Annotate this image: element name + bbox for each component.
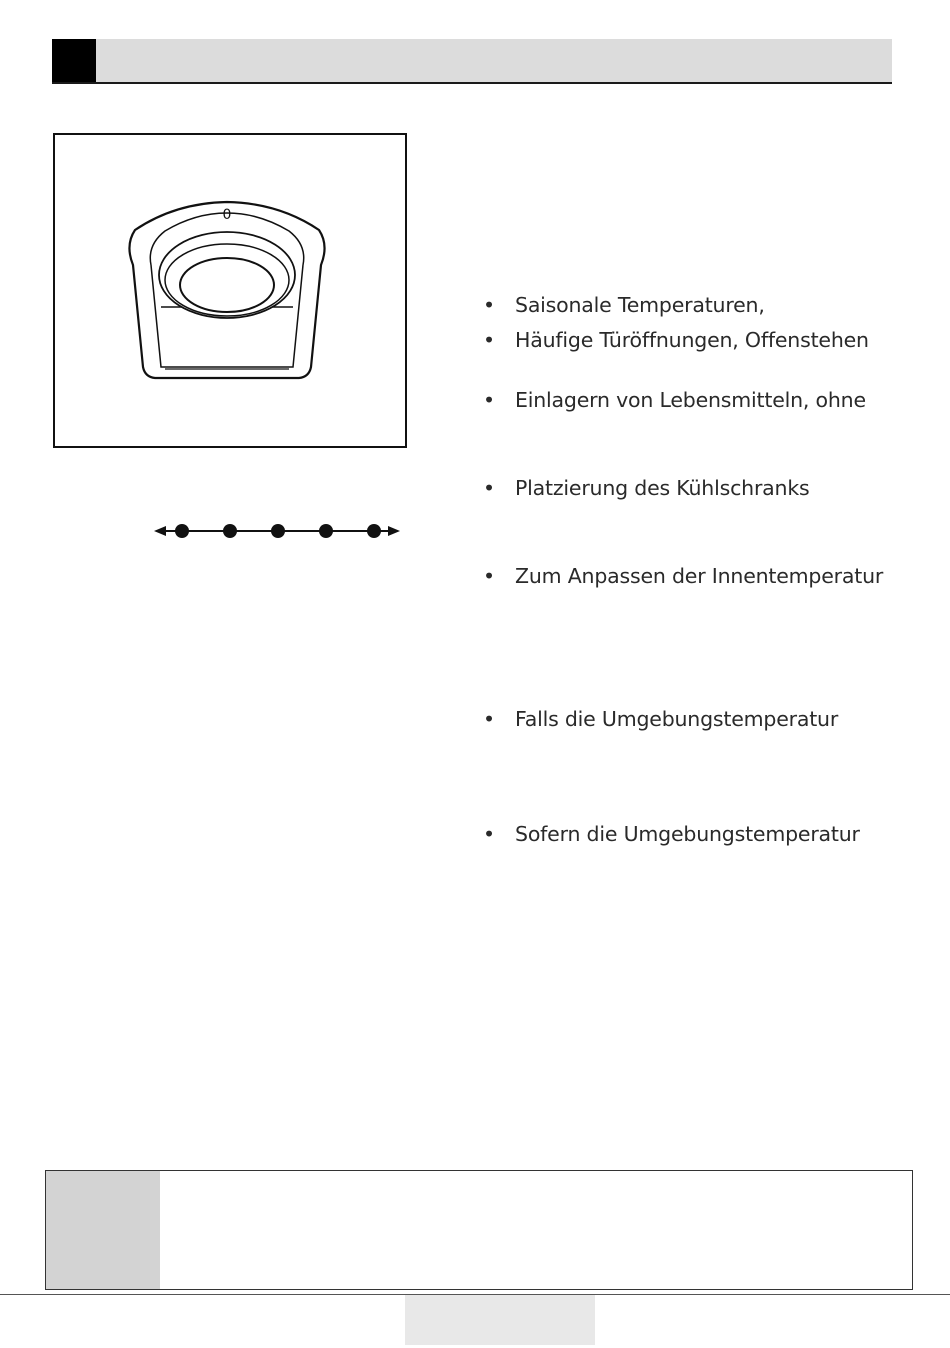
bullet-symbol: • — [483, 476, 495, 500]
list-item-text: Falls die Umgebungstemperatur — [515, 707, 839, 731]
list-item-text: Häufige Türöffnungen, Offenstehen — [515, 328, 869, 352]
bullet-symbol: • — [483, 328, 495, 352]
list-item-text: Einlagern von Lebensmitteln, ohne — [515, 388, 866, 412]
scale-level-2 — [223, 524, 237, 538]
section-number-block — [52, 39, 96, 82]
setting-scale-icon — [150, 518, 406, 546]
thermostat-figure — [53, 133, 407, 448]
scale-level-4 — [319, 524, 333, 538]
scale-level-3 — [271, 524, 285, 538]
list-item-text: Zum Anpassen der Innentemperatur — [515, 564, 884, 588]
scale-arrow-left — [154, 526, 166, 536]
note-box — [45, 1170, 913, 1290]
page-number-tab — [405, 1295, 595, 1345]
scale-level-5 — [367, 524, 381, 538]
scale-level-1 — [175, 524, 189, 538]
bullet-symbol: • — [483, 822, 495, 846]
list-item-text: Sofern die Umgebungstemperatur — [515, 822, 860, 846]
note-icon-panel — [46, 1171, 160, 1289]
knob-marker-label: 0 — [222, 207, 232, 223]
list-item-text: Platzierung des Kühlschranks — [515, 476, 810, 500]
bullet-symbol: • — [483, 388, 495, 412]
section-header-bar — [52, 39, 892, 84]
bullet-symbol: • — [483, 707, 495, 731]
thermostat-knob-icon — [55, 135, 405, 446]
list-item-text: Saisonale Temperaturen, — [515, 293, 765, 317]
bullet-symbol: • — [483, 564, 495, 588]
bullet-symbol: • — [483, 293, 495, 317]
scale-arrow-right — [388, 526, 400, 536]
